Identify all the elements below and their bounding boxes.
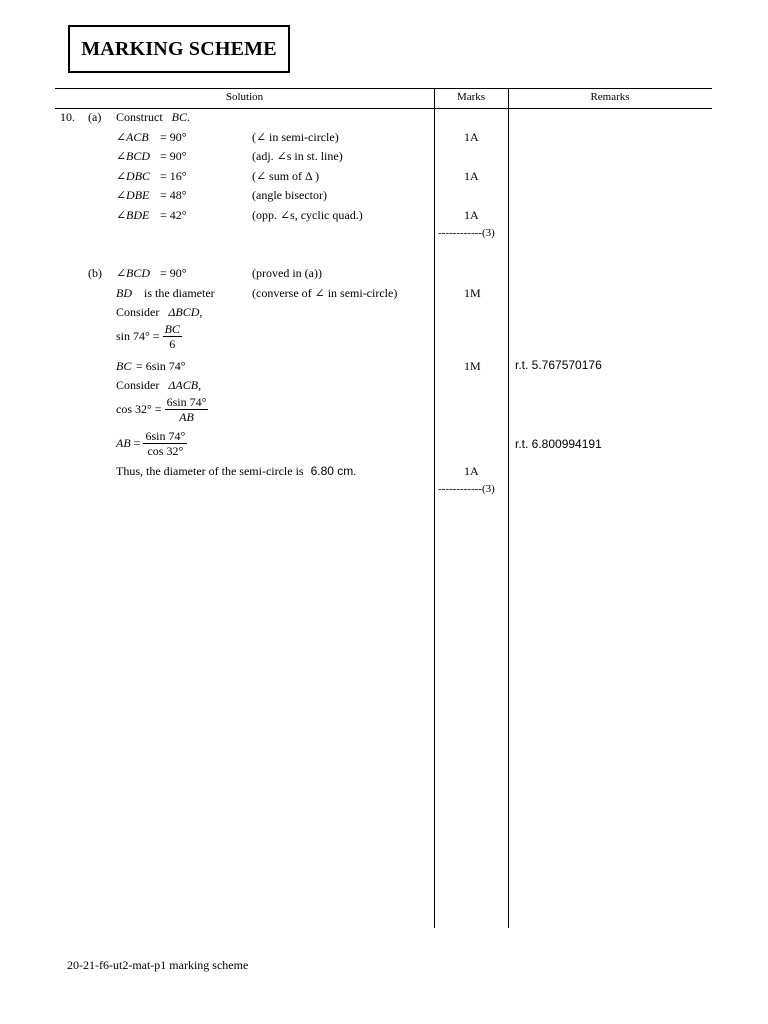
step-5-lhs: ∠BDE [116,208,150,222]
b1-rhs: = 90° [160,266,187,280]
b7-fraction [165,395,209,424]
b5-math: BC [116,359,132,373]
b8-fraction [143,429,187,458]
step-1-mark: 1A [464,130,479,144]
b8-math: AB [116,436,131,450]
construct-tail: . [187,110,191,124]
b7-equation [116,395,208,424]
b4-fraction [163,322,182,351]
b3-tail: , [199,305,203,319]
b8-eq: = [133,436,141,450]
step-3-lhs: ∠DBC [116,169,151,183]
b4-numerator: BC [164,322,180,336]
b2-text: is the diameter [144,286,215,300]
step-1-rhs: = 90° [160,130,187,144]
b9-line [116,464,356,479]
b1-lhs: ∠BCD [116,266,151,280]
b7-numerator: 6sin 74° [166,395,207,409]
b5-rhs: = 6sin 74° [136,359,186,373]
b9-tail: . [353,464,357,478]
part-a-label: (a) [88,110,102,124]
step-3-mark: 1A [464,169,479,183]
step-3-rhs: = 16° [160,169,187,183]
b8-denominator: cos 32° [147,444,184,458]
step-3-reason: (∠ sum of Δ ) [252,169,320,183]
b6-tail: , [198,378,202,392]
step-2-lhs: ∠BCD [116,149,151,163]
b2-math: BD [116,286,132,300]
b6-text: Consider [116,378,160,392]
step-4-rhs: = 48° [160,188,187,202]
step-4-lhs: ∠DBE [116,188,150,202]
b1-reason: (proved in (a)) [252,266,322,280]
marks-column-left-rule [434,88,435,928]
part-b-subtotal: ------------(3) [438,483,495,495]
b5-remark: r.t. 5.767570176 [515,358,602,372]
table-header-rule [55,108,712,109]
b4-equation [116,322,182,351]
construct-math: BC [171,110,188,124]
b9-text: Thus, the diameter of the semi-circle is [116,464,304,478]
part-b-label: (b) [88,266,102,280]
b4-lhs: sin 74° = [116,329,160,343]
b7-denominator: AB [179,410,194,424]
b3-text: Consider [116,305,160,319]
b9-value: 6.80 cm [310,464,354,478]
b8-remark: r.t. 6.800994191 [515,437,602,451]
step-5-mark: 1A [464,208,479,222]
part-a-construct-line [116,110,190,125]
b6-math: ΔACB [168,378,199,392]
table-top-rule [55,88,712,89]
b4-denominator: 6 [169,337,176,351]
b2-reason: (converse of ∠ in semi-circle) [252,286,398,300]
step-5-reason: (opp. ∠s, cyclic quad.) [252,208,363,222]
remarks-column-header: Remarks [590,91,630,103]
step-2-reason: (adj. ∠s in st. line) [252,149,343,163]
step-2-rhs: = 90° [160,149,187,163]
step-4-reason: (angle bisector) [252,188,327,202]
question-number: 10. [60,110,75,124]
step-1-reason: (∠ in semi-circle) [252,130,339,144]
b6-line [116,378,201,393]
marks-column-header: Marks [456,91,486,103]
b8-equation [116,429,187,458]
page-footer: 20-21-f6-ut2-mat-p1 marking scheme [67,958,249,972]
b9-mark: 1A [464,464,479,478]
b2-mark: 1M [464,286,481,300]
b7-lhs: cos 32° = [116,402,162,416]
b3-math: ΔBCD [168,305,200,319]
construct-text: Construct [116,110,163,124]
step-5-rhs: = 42° [160,208,187,222]
b5-mark: 1M [464,359,481,373]
b8-numerator: 6sin 74° [145,429,186,443]
marks-column-right-rule [508,88,509,928]
part-a-subtotal: ------------(3) [438,227,495,239]
page-title: MARKING SCHEME [68,25,290,73]
step-1-lhs: ∠ACB [116,130,149,144]
solution-column-header: Solution [225,91,264,103]
b3-line [116,305,202,320]
